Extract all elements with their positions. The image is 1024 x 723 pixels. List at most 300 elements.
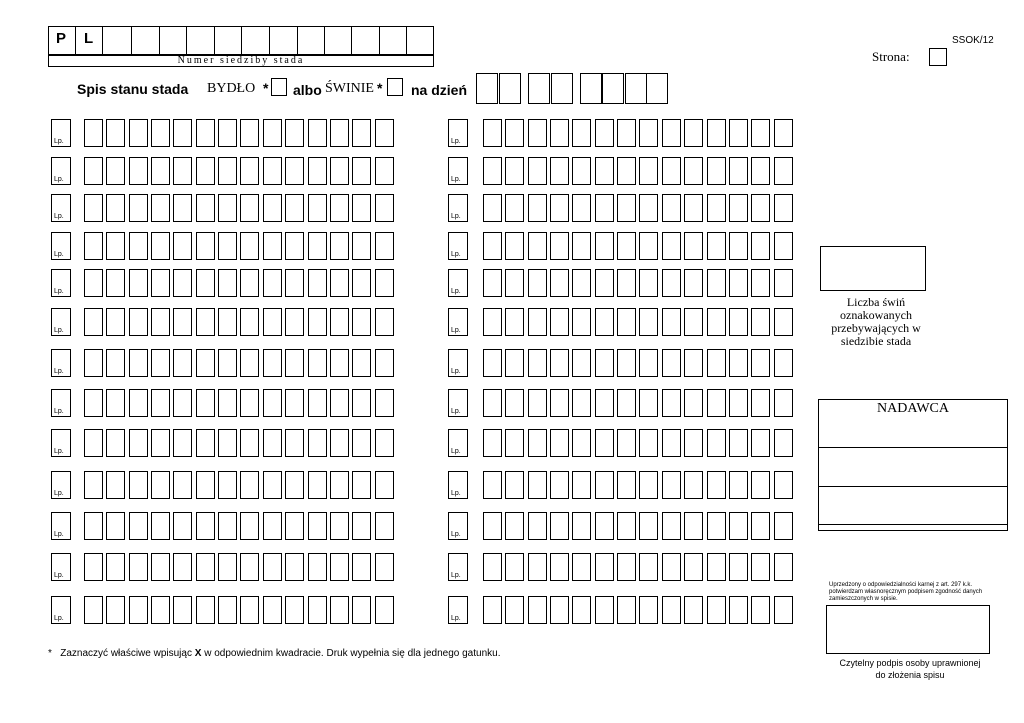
id-digit-cell[interactable] bbox=[308, 429, 327, 457]
id-digit-cell[interactable] bbox=[240, 194, 259, 222]
id-digit-cell[interactable] bbox=[639, 389, 658, 417]
id-digit-cell[interactable] bbox=[617, 269, 636, 297]
id-digit-cell[interactable] bbox=[173, 429, 192, 457]
id-digit-cell[interactable] bbox=[84, 512, 103, 540]
id-digit-cell[interactable] bbox=[263, 349, 282, 377]
id-digit-cell[interactable] bbox=[308, 389, 327, 417]
id-digit-cell[interactable] bbox=[662, 194, 681, 222]
id-digit-cell[interactable] bbox=[662, 553, 681, 581]
id-digit-cell[interactable] bbox=[684, 308, 703, 336]
id-digit-cell[interactable] bbox=[774, 389, 793, 417]
id-digit-cell[interactable] bbox=[263, 553, 282, 581]
id-digit-cell[interactable] bbox=[684, 429, 703, 457]
lp-box[interactable] bbox=[51, 308, 71, 336]
id-digit-cell[interactable] bbox=[375, 269, 394, 297]
id-digit-cell[interactable] bbox=[751, 389, 770, 417]
id-digit-cell[interactable] bbox=[129, 194, 148, 222]
id-digit-cell[interactable] bbox=[528, 308, 547, 336]
id-digit-cell[interactable] bbox=[550, 119, 569, 147]
id-digit-cell[interactable] bbox=[617, 157, 636, 185]
id-digit-cell[interactable] bbox=[330, 308, 349, 336]
id-digit-cell[interactable] bbox=[151, 194, 170, 222]
id-digit-cell[interactable] bbox=[684, 232, 703, 260]
id-digit-cell[interactable] bbox=[617, 596, 636, 624]
id-digit-cell[interactable] bbox=[218, 269, 237, 297]
id-digit-cell[interactable] bbox=[774, 269, 793, 297]
id-digit-cell[interactable] bbox=[707, 596, 726, 624]
id-digit-cell[interactable] bbox=[151, 553, 170, 581]
id-digit-cell[interactable] bbox=[285, 269, 304, 297]
id-digit-cell[interactable] bbox=[375, 471, 394, 499]
date-digit-cell[interactable] bbox=[528, 73, 550, 104]
id-digit-cell[interactable] bbox=[218, 308, 237, 336]
id-digit-cell[interactable] bbox=[550, 349, 569, 377]
id-digit-cell[interactable] bbox=[263, 596, 282, 624]
id-digit-cell[interactable] bbox=[173, 119, 192, 147]
id-digit-cell[interactable] bbox=[129, 349, 148, 377]
id-digit-cell[interactable] bbox=[662, 471, 681, 499]
lp-box[interactable] bbox=[448, 308, 468, 336]
id-digit-cell[interactable] bbox=[375, 119, 394, 147]
id-digit-cell[interactable] bbox=[196, 429, 215, 457]
id-digit-cell[interactable] bbox=[684, 512, 703, 540]
id-digit-cell[interactable] bbox=[129, 512, 148, 540]
id-digit-cell[interactable] bbox=[330, 553, 349, 581]
id-digit-cell[interactable] bbox=[617, 194, 636, 222]
id-digit-cell[interactable] bbox=[375, 553, 394, 581]
id-digit-cell[interactable] bbox=[84, 349, 103, 377]
id-digit-cell[interactable] bbox=[684, 471, 703, 499]
id-digit-cell[interactable] bbox=[662, 119, 681, 147]
id-digit-cell[interactable] bbox=[639, 512, 658, 540]
id-digit-cell[interactable] bbox=[352, 308, 371, 336]
id-digit-cell[interactable] bbox=[572, 389, 591, 417]
lp-box[interactable] bbox=[448, 389, 468, 417]
id-digit-cell[interactable] bbox=[774, 308, 793, 336]
id-digit-cell[interactable] bbox=[129, 429, 148, 457]
id-digit-cell[interactable] bbox=[196, 512, 215, 540]
id-digit-cell[interactable] bbox=[550, 194, 569, 222]
id-digit-cell[interactable] bbox=[639, 471, 658, 499]
id-digit-cell[interactable] bbox=[595, 596, 614, 624]
id-digit-cell[interactable] bbox=[263, 232, 282, 260]
id-digit-cell[interactable] bbox=[595, 349, 614, 377]
lp-box[interactable] bbox=[51, 157, 71, 185]
id-digit-cell[interactable] bbox=[375, 194, 394, 222]
id-digit-cell[interactable] bbox=[505, 429, 524, 457]
id-digit-cell[interactable] bbox=[707, 553, 726, 581]
id-digit-cell[interactable] bbox=[308, 596, 327, 624]
id-digit-cell[interactable] bbox=[505, 157, 524, 185]
id-digit-cell[interactable] bbox=[483, 308, 502, 336]
id-digit-cell[interactable] bbox=[196, 119, 215, 147]
lp-box[interactable] bbox=[51, 232, 71, 260]
id-digit-cell[interactable] bbox=[483, 429, 502, 457]
id-digit-cell[interactable] bbox=[751, 157, 770, 185]
id-digit-cell[interactable] bbox=[684, 596, 703, 624]
id-digit-cell[interactable] bbox=[684, 349, 703, 377]
id-digit-cell[interactable] bbox=[196, 596, 215, 624]
id-digit-cell[interactable] bbox=[684, 194, 703, 222]
id-digit-cell[interactable] bbox=[218, 119, 237, 147]
id-digit-cell[interactable] bbox=[218, 471, 237, 499]
id-digit-cell[interactable] bbox=[572, 308, 591, 336]
id-digit-cell[interactable] bbox=[617, 308, 636, 336]
id-digit-cell[interactable] bbox=[528, 389, 547, 417]
id-digit-cell[interactable] bbox=[173, 308, 192, 336]
id-digit-cell[interactable] bbox=[173, 512, 192, 540]
id-digit-cell[interactable] bbox=[729, 232, 748, 260]
id-digit-cell[interactable] bbox=[151, 232, 170, 260]
id-digit-cell[interactable] bbox=[151, 157, 170, 185]
lp-box[interactable] bbox=[448, 553, 468, 581]
id-digit-cell[interactable] bbox=[572, 429, 591, 457]
id-digit-cell[interactable] bbox=[774, 157, 793, 185]
sender-line-2[interactable] bbox=[818, 486, 1008, 487]
id-digit-cell[interactable] bbox=[572, 349, 591, 377]
id-digit-cell[interactable] bbox=[129, 157, 148, 185]
id-digit-cell[interactable] bbox=[352, 119, 371, 147]
cattle-checkbox[interactable] bbox=[271, 78, 287, 96]
id-digit-cell[interactable] bbox=[352, 349, 371, 377]
id-digit-cell[interactable] bbox=[528, 157, 547, 185]
id-digit-cell[interactable] bbox=[352, 232, 371, 260]
id-digit-cell[interactable] bbox=[774, 349, 793, 377]
id-digit-cell[interactable] bbox=[151, 119, 170, 147]
id-digit-cell[interactable] bbox=[285, 232, 304, 260]
id-digit-cell[interactable] bbox=[751, 553, 770, 581]
id-digit-cell[interactable] bbox=[173, 349, 192, 377]
id-digit-cell[interactable] bbox=[196, 349, 215, 377]
id-digit-cell[interactable] bbox=[483, 232, 502, 260]
id-digit-cell[interactable] bbox=[483, 471, 502, 499]
id-digit-cell[interactable] bbox=[774, 553, 793, 581]
id-digit-cell[interactable] bbox=[263, 269, 282, 297]
id-digit-cell[interactable] bbox=[308, 308, 327, 336]
page-number-box[interactable] bbox=[929, 48, 947, 66]
id-digit-cell[interactable] bbox=[505, 269, 524, 297]
id-digit-cell[interactable] bbox=[684, 389, 703, 417]
id-digit-cell[interactable] bbox=[528, 596, 547, 624]
id-digit-cell[interactable] bbox=[240, 232, 259, 260]
id-digit-cell[interactable] bbox=[173, 389, 192, 417]
id-digit-cell[interactable] bbox=[129, 389, 148, 417]
id-digit-cell[interactable] bbox=[572, 553, 591, 581]
id-digit-cell[interactable] bbox=[505, 512, 524, 540]
lp-box[interactable] bbox=[448, 194, 468, 222]
id-digit-cell[interactable] bbox=[774, 512, 793, 540]
id-digit-cell[interactable] bbox=[774, 119, 793, 147]
lp-box[interactable] bbox=[51, 429, 71, 457]
id-digit-cell[interactable] bbox=[595, 269, 614, 297]
id-digit-cell[interactable] bbox=[263, 194, 282, 222]
id-digit-cell[interactable] bbox=[240, 308, 259, 336]
lp-box[interactable] bbox=[448, 269, 468, 297]
id-digit-cell[interactable] bbox=[352, 553, 371, 581]
id-digit-cell[interactable] bbox=[751, 349, 770, 377]
id-digit-cell[interactable] bbox=[707, 157, 726, 185]
pig-count-box[interactable] bbox=[820, 246, 926, 291]
id-digit-cell[interactable] bbox=[240, 119, 259, 147]
id-digit-cell[interactable] bbox=[483, 512, 502, 540]
id-digit-cell[interactable] bbox=[595, 119, 614, 147]
date-digit-cell[interactable] bbox=[499, 73, 521, 104]
id-digit-cell[interactable] bbox=[550, 471, 569, 499]
id-digit-cell[interactable] bbox=[196, 389, 215, 417]
id-digit-cell[interactable] bbox=[505, 471, 524, 499]
id-digit-cell[interactable] bbox=[129, 471, 148, 499]
id-digit-cell[interactable] bbox=[684, 269, 703, 297]
id-digit-cell[interactable] bbox=[729, 119, 748, 147]
id-digit-cell[interactable] bbox=[707, 119, 726, 147]
id-digit-cell[interactable] bbox=[550, 512, 569, 540]
id-digit-cell[interactable] bbox=[375, 157, 394, 185]
id-digit-cell[interactable] bbox=[729, 596, 748, 624]
id-digit-cell[interactable] bbox=[330, 232, 349, 260]
id-digit-cell[interactable] bbox=[729, 471, 748, 499]
id-digit-cell[interactable] bbox=[352, 389, 371, 417]
id-digit-cell[interactable] bbox=[662, 429, 681, 457]
id-digit-cell[interactable] bbox=[285, 349, 304, 377]
id-digit-cell[interactable] bbox=[662, 596, 681, 624]
id-digit-cell[interactable] bbox=[240, 157, 259, 185]
id-digit-cell[interactable] bbox=[308, 232, 327, 260]
id-digit-cell[interactable] bbox=[662, 349, 681, 377]
id-digit-cell[interactable] bbox=[528, 553, 547, 581]
id-digit-cell[interactable] bbox=[617, 471, 636, 499]
lp-box[interactable] bbox=[51, 269, 71, 297]
id-digit-cell[interactable] bbox=[330, 269, 349, 297]
id-digit-cell[interactable] bbox=[550, 389, 569, 417]
id-digit-cell[interactable] bbox=[330, 429, 349, 457]
id-digit-cell[interactable] bbox=[84, 429, 103, 457]
id-digit-cell[interactable] bbox=[218, 157, 237, 185]
id-digit-cell[interactable] bbox=[707, 389, 726, 417]
id-digit-cell[interactable] bbox=[240, 512, 259, 540]
date-digit-cell[interactable] bbox=[551, 73, 573, 104]
id-digit-cell[interactable] bbox=[617, 119, 636, 147]
id-digit-cell[interactable] bbox=[617, 553, 636, 581]
id-digit-cell[interactable] bbox=[662, 512, 681, 540]
id-digit-cell[interactable] bbox=[196, 269, 215, 297]
id-digit-cell[interactable] bbox=[729, 349, 748, 377]
id-digit-cell[interactable] bbox=[528, 349, 547, 377]
id-digit-cell[interactable] bbox=[129, 119, 148, 147]
date-digit-cell[interactable] bbox=[625, 73, 647, 104]
lp-box[interactable] bbox=[51, 349, 71, 377]
lp-box[interactable] bbox=[51, 512, 71, 540]
id-digit-cell[interactable] bbox=[218, 429, 237, 457]
id-digit-cell[interactable] bbox=[84, 157, 103, 185]
id-digit-cell[interactable] bbox=[774, 471, 793, 499]
id-digit-cell[interactable] bbox=[308, 471, 327, 499]
id-digit-cell[interactable] bbox=[774, 194, 793, 222]
id-digit-cell[interactable] bbox=[263, 389, 282, 417]
id-digit-cell[interactable] bbox=[285, 389, 304, 417]
id-digit-cell[interactable] bbox=[106, 553, 125, 581]
id-digit-cell[interactable] bbox=[352, 471, 371, 499]
id-digit-cell[interactable] bbox=[572, 471, 591, 499]
id-digit-cell[interactable] bbox=[330, 119, 349, 147]
id-digit-cell[interactable] bbox=[240, 429, 259, 457]
id-digit-cell[interactable] bbox=[751, 308, 770, 336]
id-digit-cell[interactable] bbox=[684, 553, 703, 581]
id-digit-cell[interactable] bbox=[751, 429, 770, 457]
id-digit-cell[interactable] bbox=[218, 389, 237, 417]
id-digit-cell[interactable] bbox=[330, 349, 349, 377]
id-digit-cell[interactable] bbox=[240, 596, 259, 624]
id-digit-cell[interactable] bbox=[308, 512, 327, 540]
id-digit-cell[interactable] bbox=[285, 553, 304, 581]
signature-box[interactable] bbox=[826, 605, 990, 654]
id-digit-cell[interactable] bbox=[707, 471, 726, 499]
lp-box[interactable] bbox=[51, 119, 71, 147]
id-digit-cell[interactable] bbox=[173, 471, 192, 499]
id-digit-cell[interactable] bbox=[595, 512, 614, 540]
id-digit-cell[interactable] bbox=[684, 157, 703, 185]
id-digit-cell[interactable] bbox=[352, 269, 371, 297]
id-digit-cell[interactable] bbox=[483, 596, 502, 624]
id-digit-cell[interactable] bbox=[106, 512, 125, 540]
date-digit-cell[interactable] bbox=[646, 73, 668, 104]
id-digit-cell[interactable] bbox=[595, 471, 614, 499]
id-digit-cell[interactable] bbox=[751, 471, 770, 499]
id-digit-cell[interactable] bbox=[352, 429, 371, 457]
lp-box[interactable] bbox=[448, 596, 468, 624]
id-digit-cell[interactable] bbox=[196, 308, 215, 336]
id-digit-cell[interactable] bbox=[263, 119, 282, 147]
id-digit-cell[interactable] bbox=[729, 553, 748, 581]
id-digit-cell[interactable] bbox=[129, 308, 148, 336]
id-digit-cell[interactable] bbox=[84, 308, 103, 336]
id-digit-cell[interactable] bbox=[151, 471, 170, 499]
id-digit-cell[interactable] bbox=[106, 232, 125, 260]
id-digit-cell[interactable] bbox=[528, 429, 547, 457]
id-digit-cell[interactable] bbox=[106, 119, 125, 147]
id-digit-cell[interactable] bbox=[218, 596, 237, 624]
id-digit-cell[interactable] bbox=[617, 512, 636, 540]
id-digit-cell[interactable] bbox=[528, 194, 547, 222]
id-digit-cell[interactable] bbox=[707, 349, 726, 377]
id-digit-cell[interactable] bbox=[751, 119, 770, 147]
id-digit-cell[interactable] bbox=[483, 269, 502, 297]
lp-box[interactable] bbox=[448, 232, 468, 260]
id-digit-cell[interactable] bbox=[729, 269, 748, 297]
id-digit-cell[interactable] bbox=[308, 119, 327, 147]
id-digit-cell[interactable] bbox=[285, 157, 304, 185]
id-digit-cell[interactable] bbox=[751, 232, 770, 260]
id-digit-cell[interactable] bbox=[106, 349, 125, 377]
id-digit-cell[interactable] bbox=[84, 471, 103, 499]
lp-box[interactable] bbox=[51, 389, 71, 417]
id-digit-cell[interactable] bbox=[774, 596, 793, 624]
id-digit-cell[interactable] bbox=[707, 512, 726, 540]
lp-box[interactable] bbox=[51, 553, 71, 581]
date-digit-cell[interactable] bbox=[580, 73, 602, 104]
id-digit-cell[interactable] bbox=[662, 308, 681, 336]
id-digit-cell[interactable] bbox=[218, 349, 237, 377]
id-digit-cell[interactable] bbox=[483, 157, 502, 185]
id-digit-cell[interactable] bbox=[528, 512, 547, 540]
id-digit-cell[interactable] bbox=[240, 349, 259, 377]
id-digit-cell[interactable] bbox=[263, 429, 282, 457]
id-digit-cell[interactable] bbox=[129, 232, 148, 260]
lp-box[interactable] bbox=[448, 512, 468, 540]
id-digit-cell[interactable] bbox=[572, 157, 591, 185]
lp-box[interactable] bbox=[448, 349, 468, 377]
id-digit-cell[interactable] bbox=[662, 232, 681, 260]
id-digit-cell[interactable] bbox=[707, 429, 726, 457]
id-digit-cell[interactable] bbox=[308, 157, 327, 185]
id-digit-cell[interactable] bbox=[595, 232, 614, 260]
id-digit-cell[interactable] bbox=[129, 553, 148, 581]
id-digit-cell[interactable] bbox=[505, 119, 524, 147]
id-digit-cell[interactable] bbox=[595, 429, 614, 457]
id-digit-cell[interactable] bbox=[285, 596, 304, 624]
id-digit-cell[interactable] bbox=[550, 308, 569, 336]
id-digit-cell[interactable] bbox=[483, 389, 502, 417]
id-digit-cell[interactable] bbox=[375, 389, 394, 417]
id-digit-cell[interactable] bbox=[572, 269, 591, 297]
id-digit-cell[interactable] bbox=[352, 157, 371, 185]
id-digit-cell[interactable] bbox=[330, 596, 349, 624]
id-digit-cell[interactable] bbox=[352, 596, 371, 624]
lp-box[interactable] bbox=[448, 471, 468, 499]
id-digit-cell[interactable] bbox=[639, 429, 658, 457]
id-digit-cell[interactable] bbox=[263, 157, 282, 185]
id-digit-cell[interactable] bbox=[375, 512, 394, 540]
id-digit-cell[interactable] bbox=[639, 157, 658, 185]
id-digit-cell[interactable] bbox=[528, 232, 547, 260]
id-digit-cell[interactable] bbox=[173, 194, 192, 222]
id-digit-cell[interactable] bbox=[173, 232, 192, 260]
id-digit-cell[interactable] bbox=[751, 512, 770, 540]
id-digit-cell[interactable] bbox=[729, 512, 748, 540]
id-digit-cell[interactable] bbox=[173, 553, 192, 581]
id-digit-cell[interactable] bbox=[151, 389, 170, 417]
id-digit-cell[interactable] bbox=[375, 429, 394, 457]
id-digit-cell[interactable] bbox=[550, 596, 569, 624]
id-digit-cell[interactable] bbox=[84, 389, 103, 417]
id-digit-cell[interactable] bbox=[505, 194, 524, 222]
id-digit-cell[interactable] bbox=[639, 349, 658, 377]
id-digit-cell[interactable] bbox=[106, 308, 125, 336]
id-digit-cell[interactable] bbox=[729, 429, 748, 457]
id-digit-cell[interactable] bbox=[330, 194, 349, 222]
lp-box[interactable] bbox=[51, 471, 71, 499]
id-digit-cell[interactable] bbox=[240, 269, 259, 297]
id-digit-cell[interactable] bbox=[483, 119, 502, 147]
id-digit-cell[interactable] bbox=[729, 194, 748, 222]
pigs-checkbox[interactable] bbox=[387, 78, 403, 96]
id-digit-cell[interactable] bbox=[285, 471, 304, 499]
id-digit-cell[interactable] bbox=[572, 596, 591, 624]
id-digit-cell[interactable] bbox=[218, 553, 237, 581]
id-digit-cell[interactable] bbox=[240, 389, 259, 417]
id-digit-cell[interactable] bbox=[505, 389, 524, 417]
id-digit-cell[interactable] bbox=[572, 232, 591, 260]
id-digit-cell[interactable] bbox=[308, 194, 327, 222]
id-digit-cell[interactable] bbox=[483, 194, 502, 222]
id-digit-cell[interactable] bbox=[729, 389, 748, 417]
id-digit-cell[interactable] bbox=[352, 194, 371, 222]
id-digit-cell[interactable] bbox=[528, 471, 547, 499]
id-digit-cell[interactable] bbox=[505, 349, 524, 377]
sender-line-3[interactable] bbox=[818, 524, 1008, 525]
id-digit-cell[interactable] bbox=[106, 389, 125, 417]
id-digit-cell[interactable] bbox=[151, 512, 170, 540]
id-digit-cell[interactable] bbox=[639, 119, 658, 147]
